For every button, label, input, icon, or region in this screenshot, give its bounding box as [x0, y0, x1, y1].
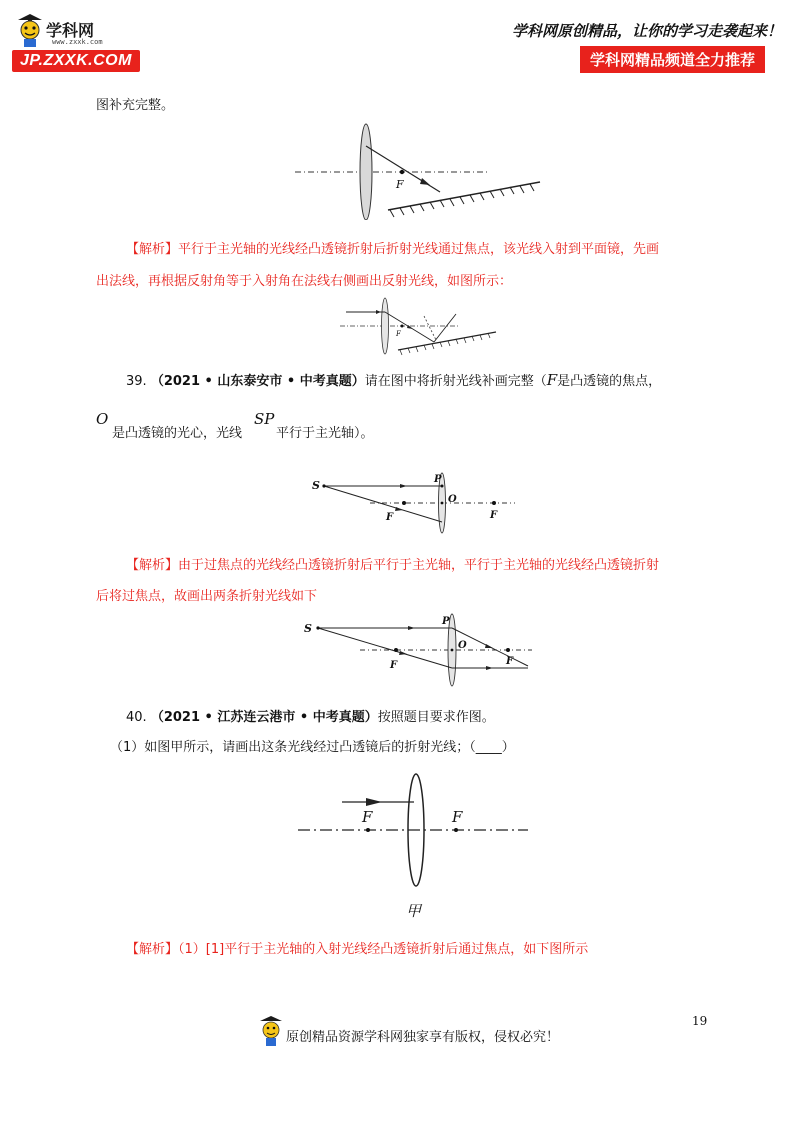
fig5-caption: 甲 [406, 902, 422, 920]
q38-analysis-line1 [126, 240, 726, 260]
fig3-p-label: P [434, 474, 442, 485]
fig3-f-left-label: F [386, 512, 394, 523]
fig4-p-label: P [442, 616, 450, 627]
analysis-text: （1）[1]平行于主光轴的入射光线经凸透镜折射后通过焦点，如下图所示 [178, 942, 589, 957]
channel-badge[interactable]: 学科网精品频道全力推荐 [580, 46, 765, 73]
mascot-icon [14, 14, 46, 50]
question-text: 请在图中将折射光线补画完整（ [364, 374, 547, 389]
q39-analysis-line2: 后将过焦点，故画出两条折射光线如下 [96, 589, 318, 604]
analysis-label: 【解析】 [126, 558, 179, 573]
q39-analysis-line1 [126, 556, 726, 576]
q40-line1 [126, 708, 726, 728]
q38-analysis-line2: 出法线，再根据反射角等于入射角在法线右侧画出反射光线，如图所示： [96, 274, 513, 289]
logo-name: 学科网 [46, 21, 95, 40]
q40-analysis-line1 [126, 940, 726, 960]
header [0, 0, 800, 80]
logo-url: www.zxxk.com [52, 38, 103, 46]
q39-line1 [126, 370, 726, 392]
site-badge[interactable]: JP.ZXXK.COM [12, 50, 140, 72]
fig4-s-label: S [304, 622, 312, 635]
fig4-o-label: O [458, 640, 467, 651]
fig5-f-left-label: F [362, 808, 373, 826]
slogan: 学科网原创精品，让你的学习走袭起来！ [512, 22, 783, 40]
fig3-f-right-label: F [490, 510, 498, 521]
q39-line2-end: 平行于主光轴）。 [276, 426, 374, 441]
copyright-notice: 原创精品资源学科网独家享有版权，侵权必究！ [286, 1030, 560, 1045]
fig2-f-label: F [396, 330, 401, 338]
fig3-s-label: S [312, 479, 320, 492]
q40-sub1: （1）如图甲所示，请画出这条光线经过凸透镜后的折射光线；（____） [110, 740, 515, 755]
figure-lens-mirror-question [290, 120, 550, 220]
fig5-f-right-label: F [452, 808, 463, 826]
fig4-f-right-label: F [506, 656, 514, 667]
footer-mascot-icon [258, 1016, 284, 1048]
symbol-f: F [546, 371, 558, 389]
analysis-text: 平行于主光轴的光线经凸透镜折射后折射光线通过焦点，该光线入射到平面镜，先画 [178, 242, 660, 257]
question-text: 是凸透镜的光心，光线 [112, 426, 243, 441]
question-text: 按照题目要求作图。 [377, 710, 495, 725]
symbol-sp: SP [254, 410, 275, 428]
question-number: 40. [126, 710, 147, 725]
analysis-text: 由于过焦点的光线经凸透镜折射后平行于主光轴，平行于主光轴的光线经凸透镜折射 [178, 558, 660, 573]
fig1-f-label: F [396, 178, 404, 191]
intro-line: 图补充完整。 [96, 98, 175, 113]
question-source: （2021 • 江苏连云港市 • 中考真题） [150, 710, 378, 725]
question-text: 是凸透镜的焦点， [557, 374, 662, 389]
symbol-o: O [96, 410, 109, 428]
question-source: （2021 • 山东泰安市 • 中考真题） [150, 374, 365, 389]
fig4-f-left-label: F [390, 660, 398, 671]
question-number: 39. [126, 374, 147, 389]
fig3-o-label: O [448, 494, 457, 505]
figure-lens-jia [296, 772, 536, 922]
page-number: 19 [692, 1014, 708, 1028]
figure-s-lens-question [310, 470, 530, 540]
figure-s-lens-answer [300, 610, 540, 690]
figure-lens-mirror-answer [338, 296, 498, 358]
analysis-label: 【解析】 [126, 942, 179, 957]
analysis-label: 【解析】 [126, 242, 179, 257]
